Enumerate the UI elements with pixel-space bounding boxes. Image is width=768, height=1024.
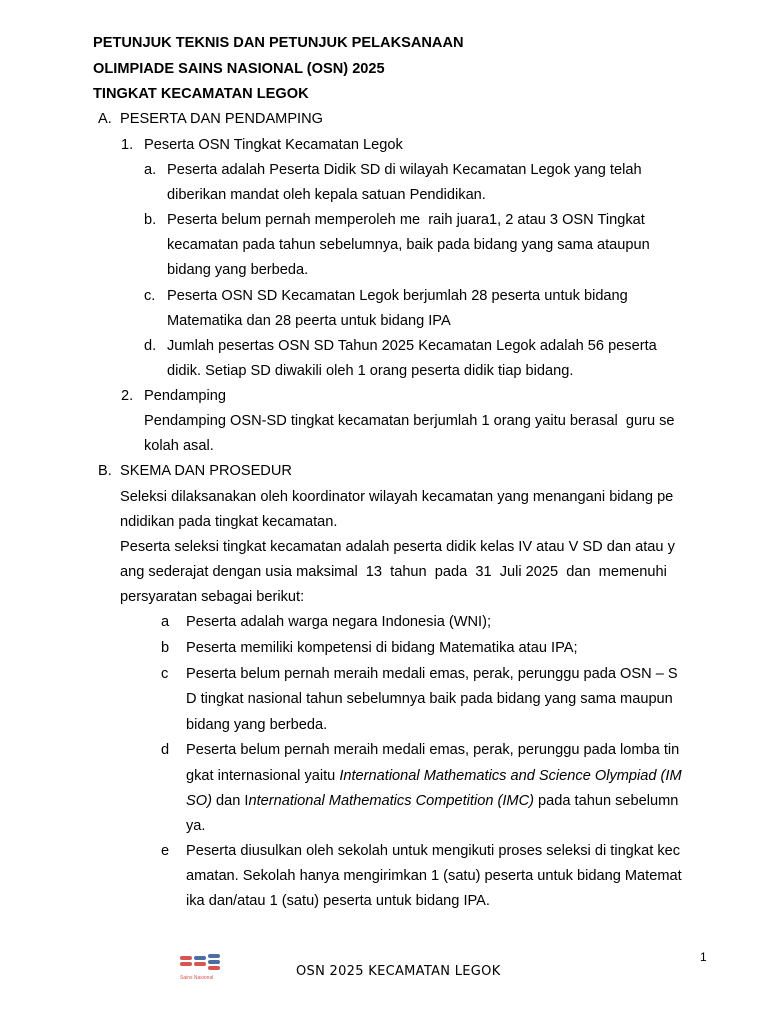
text-line: Peserta OSN SD Kecamatan Legok berjumlah 28 peserta untuk bidang — [167, 288, 628, 304]
text-line: Peserta belum pernah meraih medali emas, perak, perunggu pada lomba tin — [186, 742, 680, 758]
list-marker: d. — [144, 338, 157, 354]
section-a-marker: A. — [98, 111, 112, 127]
justified-line — [144, 412, 712, 430]
title-line-2: OLIMPIADE SAINS NASIONAL (OSN) 2025 — [93, 61, 385, 77]
text-line: diberikan mandat oleh kepala satuan Pendidikan. — [167, 187, 486, 203]
section-a-heading: PESERTA DAN PENDAMPING — [120, 111, 324, 127]
justified-line — [167, 236, 712, 254]
text-line: Peserta adalah warga negara Indonesia (WNI); — [186, 614, 492, 630]
text-line: bidang yang berbeda. — [186, 717, 328, 733]
text-line: kolah asal. — [144, 438, 214, 454]
list-marker: a. — [144, 162, 157, 178]
text-segment: dan I — [211, 793, 249, 809]
text-line: Peserta adalah Peserta Didik SD di wilayah Kecamatan Legok yang telah — [167, 162, 642, 178]
mixed-line — [186, 767, 682, 785]
text-segment: pada tahun sebelumn — [533, 793, 679, 809]
italic-segment: nternational Mathematics Competition (IMC) — [248, 793, 534, 809]
text-line: kecamatan pada tahun sebelumnya, baik pada bidang yang sama ataupun — [167, 237, 650, 253]
page-number: 1 — [700, 950, 707, 964]
text-line: ang sederajat dengan usia maksimal 13 tahun pada 31 Juli 2025 dan memenuhi — [120, 564, 667, 580]
text-line: amatan. Sekolah hanya mengirimkan 1 (satu) peserta untuk bidang Matemat — [186, 868, 682, 884]
section-b-heading: SKEMA DAN PROSEDUR — [120, 463, 292, 479]
text-line: Peserta seleksi tingkat kecamatan adalah peserta didik kelas IV atau V SD dan atau y — [120, 539, 675, 555]
title-line-1: PETUNJUK TEKNIS DAN PETUNJUK PELAKSANAAN — [93, 35, 464, 51]
justified-line — [167, 337, 712, 355]
logo-text: Sains Nasional — [180, 975, 214, 981]
text-line: Jumlah pesertas OSN SD Tahun 2025 Kecamatan Legok adalah 56 peserta — [167, 338, 657, 354]
text-line: Peserta belum pernah meraih medali emas, perak, perunggu pada OSN – S — [186, 666, 678, 682]
item-1-heading: Peserta OSN Tingkat Kecamatan Legok — [144, 137, 403, 153]
text-line: D tingkat nasional tahun sebelumnya baik pada bidang yang sama maupun — [186, 691, 673, 707]
list-marker: a — [161, 614, 170, 630]
title-line-3: TINGKAT KECAMATAN LEGOK — [93, 86, 309, 102]
item-1-marker: 1. — [121, 137, 134, 153]
text-line: Peserta memiliki kompetensi di bidang Matematika atau IPA; — [186, 640, 578, 656]
justified-line — [167, 211, 712, 229]
text-line: Pendamping OSN-SD tingkat kecamatan berjumlah 1 orang yaitu berasal guru se — [144, 413, 675, 429]
text-line: persyaratan sebagai berikut: — [120, 589, 305, 605]
justified-line — [167, 161, 712, 179]
text-line: ndidikan pada tingkat kecamatan. — [120, 514, 338, 530]
list-marker: c — [161, 666, 169, 682]
list-marker: d — [161, 742, 170, 758]
item-2-heading: Pendamping — [144, 388, 226, 404]
justified-line — [167, 287, 712, 305]
item-2-marker: 2. — [121, 388, 134, 404]
text-line: ya. — [186, 818, 206, 834]
list-marker: c. — [144, 288, 156, 304]
text-line: Matematika dan 28 peerta untuk bidang IPA — [167, 313, 451, 329]
mixed-line — [186, 792, 678, 810]
text-line: didik. Setiap SD diwakili oleh 1 orang peserta didik tiap bidang. — [167, 363, 574, 379]
text-segment: gkat internasional yaitu — [186, 768, 340, 784]
text-line: Seleksi dilaksanakan oleh koordinator wilayah kecamatan yang menangani bidang pe — [120, 489, 674, 505]
text-line: Peserta belum pernah memperoleh me raih juara1, 2 atau 3 OSN Tingkat — [167, 212, 645, 228]
text-line: bidang yang berbeda. — [167, 262, 309, 278]
italic-segment: SO) — [186, 793, 212, 809]
list-marker: b. — [144, 212, 157, 228]
italic-segment: International Mathematics and Science Olympiad (IM — [339, 768, 682, 784]
osn-logo-icon — [178, 952, 224, 986]
list-marker: b — [161, 640, 170, 656]
text-line: ika dan/atau 1 (satu) peserta untuk bidang IPA. — [186, 893, 490, 909]
list-marker: e — [161, 843, 170, 859]
footer-text: OSN 2025 KECAMATAN LEGOK — [296, 964, 501, 979]
text-line: Peserta diusulkan oleh sekolah untuk mengikuti proses seleksi di tingkat kec — [186, 843, 681, 859]
section-b-marker: B. — [98, 463, 112, 479]
justified-line — [120, 563, 705, 581]
